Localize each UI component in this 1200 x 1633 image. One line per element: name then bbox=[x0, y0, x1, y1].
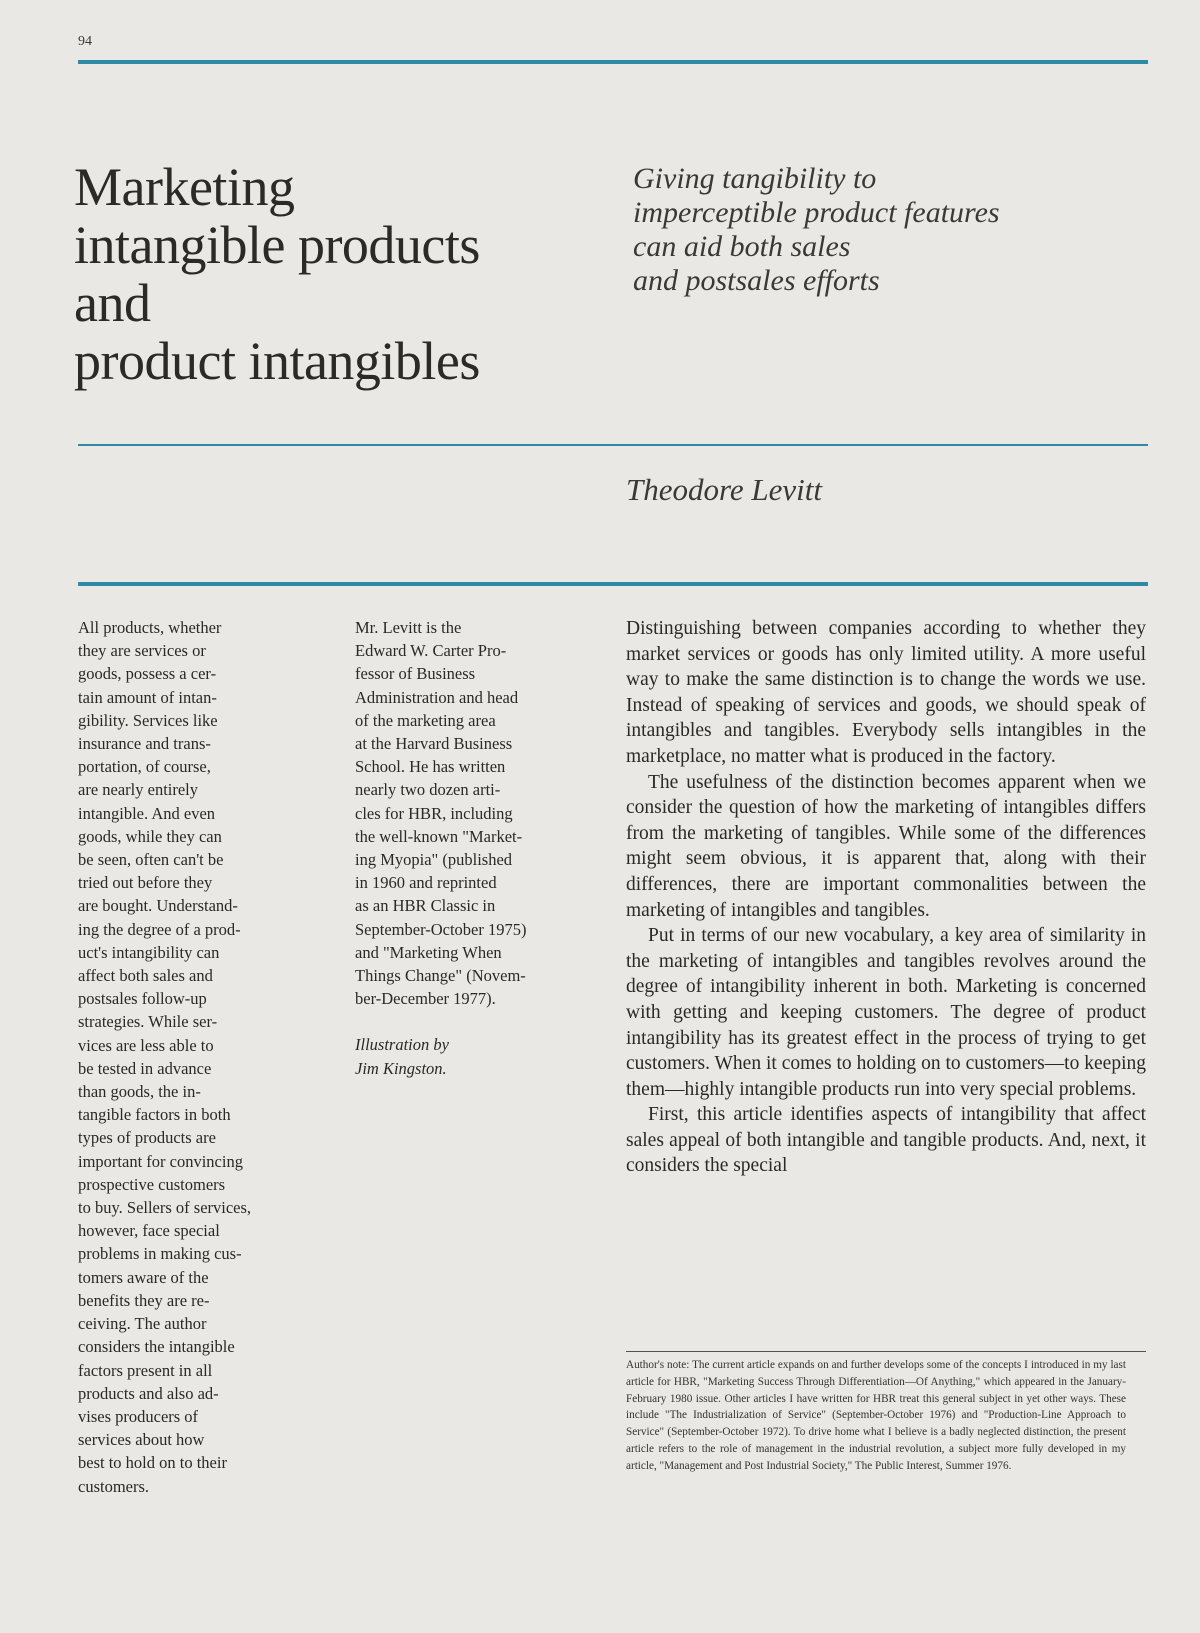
summary-line: affect both sales and bbox=[78, 966, 213, 986]
bio-line: cles for HBR, including bbox=[355, 803, 513, 823]
body-paragraph: The usefulness of the distinction becomes apparent when we consider the question of how the marketing of intangibles differs from the marketing of tangibles. While some of the differences might seem obvious, it is apparent that, along with their differences, there are important commonalities between the marketing of intangibles and tangibles. bbox=[626, 771, 1146, 921]
bio-line: Things Change" (Novem- bbox=[355, 966, 526, 986]
bio-column bbox=[355, 616, 585, 1080]
summary-line: goods, possess a cer- bbox=[78, 664, 217, 684]
subtitle-line: and postsales efforts bbox=[633, 264, 880, 297]
title-line: intangible products bbox=[74, 215, 480, 275]
summary-line: services about how bbox=[78, 1430, 205, 1450]
summary-line: goods, while they can bbox=[78, 826, 222, 846]
footnote-rule bbox=[626, 1351, 1146, 1352]
summary-line: benefits they are re- bbox=[78, 1290, 210, 1310]
summary-line: intangible. And even bbox=[78, 803, 216, 823]
page-number: 94 bbox=[78, 34, 92, 49]
summary-line: ing the degree of a prod- bbox=[78, 919, 241, 939]
summary-line: tried out before they bbox=[78, 873, 213, 893]
bio-line: ing Myopia" (published bbox=[355, 850, 513, 870]
summary-line: strategies. While ser- bbox=[78, 1012, 218, 1032]
body-rule bbox=[78, 582, 1148, 586]
bio-line: nearly two dozen arti- bbox=[355, 780, 501, 800]
top-rule bbox=[78, 60, 1148, 64]
author-name: Theodore Levitt bbox=[626, 472, 823, 507]
title-rule bbox=[78, 444, 1148, 446]
summary-line: products and also ad- bbox=[78, 1383, 219, 1403]
summary-line: are bought. Understand- bbox=[78, 896, 238, 916]
article-subtitle bbox=[633, 162, 1153, 298]
bio-line: at the Harvard Business bbox=[355, 734, 513, 754]
body-paragraph: First, this article identifies aspects of intangibility that affect sales appeal of both intangible and tangible products. And, next, it considers the special bbox=[626, 1104, 1146, 1177]
summary-line: postsales follow-up bbox=[78, 989, 207, 1009]
summary-line: important for convincing bbox=[78, 1151, 243, 1171]
summary-line: than goods, the in- bbox=[78, 1082, 201, 1102]
bio-line: School. He has written bbox=[355, 757, 506, 777]
bio-line: Administration and head bbox=[355, 687, 519, 707]
body-paragraph: Distinguishing between companies according to whether they market services or goods has only limited utility. A more useful way to make the same distinction is to change the words we use. Instead of speaking of services and goods, we should speak of intangibles and tangibles. Everybody sells intangibles in the marketplace, no matter what is produced in the factory. bbox=[626, 618, 1146, 767]
body-text bbox=[626, 616, 1146, 1179]
summary-line: are nearly entirely bbox=[78, 780, 199, 800]
bio-line: of the marketing area bbox=[355, 710, 496, 730]
article-title bbox=[74, 158, 614, 390]
summary-line: insurance and trans- bbox=[78, 734, 211, 754]
bio-line: as an HBR Classic in bbox=[355, 896, 496, 916]
summary-line: All products, whether bbox=[78, 618, 222, 637]
summary-line: however, face special bbox=[78, 1221, 220, 1241]
summary-column bbox=[78, 616, 308, 1498]
summary-line: be tested in advance bbox=[78, 1058, 212, 1078]
bio-line: September-October 1975) bbox=[355, 919, 527, 939]
summary-line: types of products are bbox=[78, 1128, 216, 1148]
author-note: Author's note: The current article expands on and further develops some of the concepts I introduced in my last article for HBR, "Marketing Success Through Differentiation—Of Anything," which appeared in the January-February 1980 issue. Other articles I have written for HBR treat this general subject in yet other ways. These include "The Industrialization of Service" (September-October 1976) and "Production-Line Approach to Service" (September-October 1972). To drive home what I believe is a badly neglected distinction, the present article refers to the role of management in the industrial revolution, a subject more fully developed in my article, "Management and Post Industrial Society," The Public Interest, Summer 1976. bbox=[626, 1359, 1126, 1472]
summary-line: customers. bbox=[78, 1476, 150, 1496]
summary-line: portation, of course, bbox=[78, 757, 211, 777]
summary-line: considers the intangible bbox=[78, 1337, 235, 1357]
bio-line: ber-December 1977). bbox=[355, 989, 496, 1009]
bio-line: fessor of Business bbox=[355, 664, 476, 684]
subtitle-line: imperceptible product features bbox=[633, 196, 1000, 229]
summary-line: vises producers of bbox=[78, 1406, 199, 1426]
summary-line: uct's intangibility can bbox=[78, 942, 220, 962]
title-line: and bbox=[74, 273, 151, 333]
summary-line: be seen, often can't be bbox=[78, 850, 224, 870]
summary-line: vices are less able to bbox=[78, 1035, 214, 1055]
summary-line: prospective customers bbox=[78, 1174, 226, 1194]
bio-line: and "Marketing When bbox=[355, 942, 502, 962]
bio-line: the well-known "Market- bbox=[355, 826, 523, 846]
body-paragraph: Put in terms of our new vocabulary, a key area of similarity in the marketing of intangibles and tangibles revolves around the degree of intangibility inherent in both. Marketing is concerned with getting and keeping customers. The degree of product intangibility has its greatest effect in the process of trying to get customers. When it comes to holding on to customers—to keeping them—highly intangible products run into very special problems. bbox=[626, 925, 1146, 1100]
summary-line: tain amount of intan- bbox=[78, 687, 217, 707]
summary-line: best to hold on to their bbox=[78, 1453, 227, 1473]
bio-line: Edward W. Carter Pro- bbox=[355, 641, 507, 661]
summary-line: problems in making cus- bbox=[78, 1244, 242, 1264]
bio-line: Mr. Levitt is the bbox=[355, 618, 462, 637]
title-line: product intangibles bbox=[74, 331, 480, 391]
summary-line: tangible factors in both bbox=[78, 1105, 231, 1125]
illustration-line: Jim Kingston. bbox=[355, 1058, 447, 1078]
illustration-credit bbox=[355, 1033, 585, 1079]
author-bio bbox=[355, 616, 585, 1010]
bio-line: in 1960 and reprinted bbox=[355, 873, 497, 893]
subtitle-line: can aid both sales bbox=[633, 230, 851, 263]
summary-line: gibility. Services like bbox=[78, 710, 218, 730]
summary-line: ceiving. The author bbox=[78, 1314, 207, 1334]
subtitle-line: Giving tangibility to bbox=[633, 162, 877, 195]
summary-line: factors present in all bbox=[78, 1360, 213, 1380]
summary-line: they are services or bbox=[78, 641, 206, 661]
illustration-line: Illustration by bbox=[355, 1035, 449, 1055]
title-line: Marketing bbox=[74, 157, 295, 217]
summary-line: tomers aware of the bbox=[78, 1267, 209, 1287]
summary-line: to buy. Sellers of services, bbox=[78, 1198, 252, 1218]
